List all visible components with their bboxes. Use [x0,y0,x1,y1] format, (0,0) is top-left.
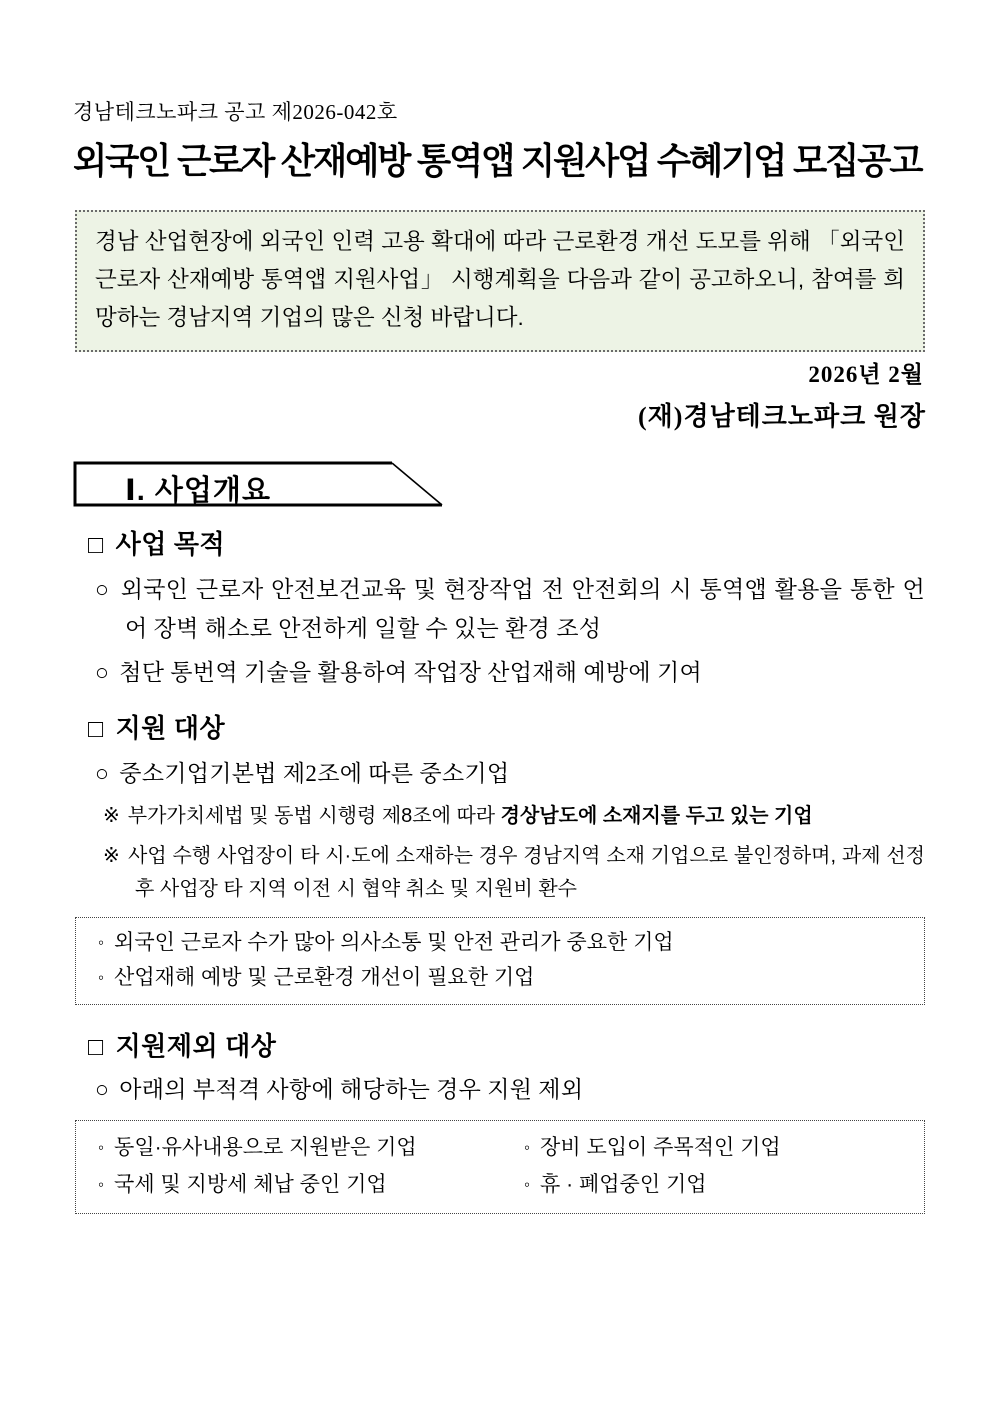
section1-banner [73,461,453,509]
section1-body [75,520,925,1214]
target-note-1 [75,800,925,833]
exclusion-criteria-4 [524,1167,910,1202]
heading-exclusion [75,1030,925,1065]
small-circle-bullet-icon: ◦ [524,1175,531,1194]
heading-target [75,712,925,747]
reference-mark-icon: ※ [103,805,120,827]
target-note-2 [75,840,925,906]
circle-bullet-icon: ○ [95,577,111,602]
criteria-item-1-text: 외국인 근로자 수가 많아 의사소통 및 안전 관리가 중요한 기업 [114,931,674,954]
exclusion-criteria-3-text: 국세 및 지방세 체납 중인 기업 [114,1173,387,1196]
exclusion-criteria-4-text: 휴 · 폐업중인 기업 [540,1173,707,1196]
criteria-item-1 [98,925,910,960]
small-circle-bullet-icon: ◦ [98,968,105,987]
doc-number: 경남테크노파크 공고 제2026-042호 [73,100,398,124]
purpose-item-1 [75,570,925,648]
doc-issuer: (재)경남테크노파크 원장 [638,402,926,431]
exclusion-criteria-box [75,1120,925,1214]
heading-target-label: 지원 대상 [115,714,226,743]
section1-banner-label: Ⅰ. 사업개요 [125,475,271,507]
doc-date: 2026년 2월 [808,362,924,387]
heading-purpose-label: 사업 목적 [115,530,226,559]
small-circle-bullet-icon: ◦ [98,933,105,952]
target-note-1-text: 부가가치세법 및 동법 시행령 제8조에 따라 [127,805,501,827]
intro-box [75,210,925,352]
purpose-item-2 [75,653,925,692]
exclusion-criteria-1 [98,1130,524,1165]
doc-title: 외국인 근로자 산재예방 통역앱 지원사업 수혜기업 모집공고 [73,140,922,181]
circle-bullet-icon: ○ [95,1077,110,1102]
checkbox-icon: □ [88,716,104,743]
checkbox-icon: □ [88,532,104,559]
target-criteria-box [75,917,925,1005]
exclusion-item-text: 아래의 부적격 사항에 해당하는 경우 지원 제외 [119,1077,584,1102]
small-circle-bullet-icon: ◦ [524,1138,531,1157]
intro-text: 경남 산업현장에 외국인 인력 고용 확대에 따라 근로환경 개선 도모를 위해 「외국인 근로자 산재예방 통역앱 지원사업」 시행계획을 다음과 같이 공고하오니, 참여를 희망하는 경남지역 기업의 많은 신청 바랍니다. [95,229,905,330]
heading-purpose [75,528,925,563]
exclusion-item [75,1070,925,1109]
small-circle-bullet-icon: ◦ [98,1175,105,1194]
target-note-1-bold: 경상남도에 소재지를 두고 있는 기업 [500,805,813,827]
small-circle-bullet-icon: ◦ [98,1138,105,1157]
reference-mark-icon: ※ [103,845,121,867]
heading-exclusion-label: 지원제외 대상 [115,1032,277,1061]
criteria-item-2 [98,960,910,995]
exclusion-criteria-1-text: 동일·유사내용으로 지원받은 기업 [114,1136,417,1159]
circle-bullet-icon: ○ [95,761,110,786]
exclusion-criteria-2-text: 장비 도입이 주목적인 기업 [540,1136,781,1159]
checkbox-icon: □ [88,1034,104,1061]
exclusion-criteria-2 [524,1130,910,1165]
target-note-2-text: 사업 수행 사업장이 타 시·도에 소재하는 경우 경남지역 소재 기업으로 불인정하며, 과제 선정 후 사업장 타 지역 이전 시 협약 취소 및 지원비 환수 [128,845,925,900]
purpose-item-1-text: 외국인 근로자 안전보건교육 및 현장작업 전 안전회의 시 통역앱 활용을 통한 언어 장벽 해소로 안전하게 일할 수 있는 환경 조성 [120,577,925,641]
target-item-text: 중소기업기본법 제2조에 따른 중소기업 [119,761,510,786]
target-item [75,754,925,793]
exclusion-criteria-3 [98,1167,524,1202]
criteria-item-2-text: 산업재해 예방 및 근로환경 개선이 필요한 기업 [114,966,535,989]
purpose-item-2-text: 첨단 통번역 기술을 활용하여 작업장 산업재해 예방에 기여 [119,660,702,685]
circle-bullet-icon: ○ [95,660,110,685]
